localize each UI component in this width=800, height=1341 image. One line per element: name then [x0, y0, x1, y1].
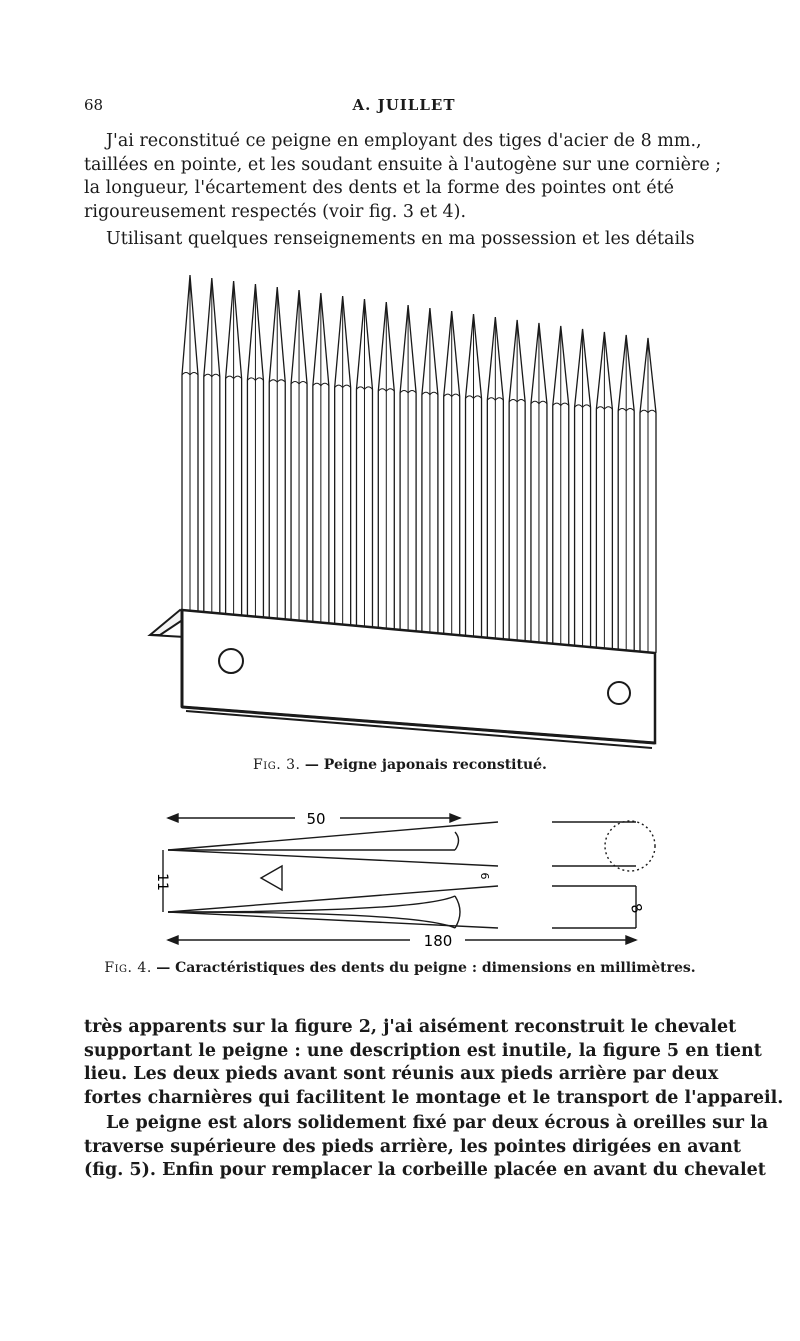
comb-tooth: [531, 323, 547, 643]
comb-tooth: [640, 338, 656, 653]
comb-tooth: [335, 296, 351, 626]
dimension-label-8: 8: [626, 901, 645, 916]
comb-tooth: [378, 302, 394, 630]
paragraph-3: [84, 1016, 784, 1110]
comb-tooth: [226, 281, 242, 617]
paragraph-2: [84, 228, 724, 252]
upper-tooth-edge: [168, 850, 498, 866]
arrowhead: [626, 936, 636, 944]
dimension-label-11: 11: [154, 873, 170, 891]
comb-tooth: [444, 311, 460, 636]
dimension-label-50: 50: [306, 810, 326, 828]
figure-4-caption-text: — Caractéristiques des dents du peigne : dimensions en millimètres.: [156, 960, 696, 976]
figure-4-label: Fig. 4.: [104, 960, 152, 976]
paragraph-line: traverse supérieure des pieds arrière, les pointes dirigées en avant: [84, 1136, 741, 1157]
lower-tooth-facet: [168, 896, 455, 912]
paragraph-line: très apparents sur la figure 2, j'ai aisément reconstruit le chevalet: [84, 1017, 737, 1037]
lower-tooth-facet: [455, 896, 460, 928]
tooth-cross-section: [261, 866, 282, 890]
arrowhead: [450, 814, 460, 822]
bolt-hole-left: [219, 649, 243, 673]
figure-4-caption: [0, 960, 800, 976]
page-number: 68: [84, 96, 104, 114]
comb-teeth: [182, 275, 656, 653]
paragraph-4: [84, 1112, 769, 1183]
comb-tooth: [422, 308, 438, 634]
arrowhead: [168, 936, 178, 944]
comb-tooth: [553, 326, 569, 645]
comb-tooth: [509, 320, 525, 642]
comb-tooth: [247, 284, 263, 619]
comb-tooth: [618, 335, 634, 651]
comb-tooth: [291, 290, 307, 623]
paragraph-line: fortes charnières qui facilitent le montage et le transport de l'appareil.: [84, 1087, 784, 1108]
paragraph-line: Utilisant quelques renseignements en ma possession et les détails: [106, 229, 695, 249]
comb-tooth: [269, 287, 285, 621]
running-head: A. JUILLET: [352, 96, 456, 114]
paragraph-line: supportant le peigne : une description est inutile, la figure 5 en tient: [84, 1040, 762, 1061]
bolt-hole-right: [608, 682, 630, 704]
figure-3-caption-text: — Peigne japonais reconstitué.: [304, 757, 547, 773]
paragraph-line: la longueur, l'écartement des dents et la forme des pointes ont été: [84, 178, 674, 198]
comb-tooth: [313, 293, 329, 624]
comb-tooth: [182, 275, 198, 613]
comb-tooth: [487, 317, 503, 640]
arrowhead: [168, 814, 178, 822]
figure-4: [0, 800, 800, 990]
comb-illustration: [0, 265, 800, 755]
paragraph-line: rigoureusement respectés (voir fig. 3 et 4).: [84, 201, 467, 222]
dimension-label-180: 180: [423, 932, 453, 950]
page-header: [84, 96, 724, 120]
figure-3: [0, 265, 800, 785]
comb-tooth: [596, 332, 612, 649]
paragraph-line: Le peigne est alors solidement fixé par deux écrous à oreilles sur la: [106, 1113, 769, 1133]
paragraph-line: J'ai reconstitué ce peigne en employant des tiges d'acier de 8 mm.,: [106, 131, 702, 151]
figure-3-caption: [0, 757, 800, 773]
upper-tooth-edge: [168, 822, 498, 850]
dimension-label-6: 6: [478, 872, 491, 880]
paragraph-1: [84, 130, 724, 224]
upper-tooth-facet: [455, 832, 459, 850]
comb-tooth: [356, 299, 372, 628]
comb-tooth: [204, 278, 220, 615]
tooth-circular-section: [605, 821, 655, 871]
tooth-dimension-drawing: [0, 800, 800, 955]
comb-tooth: [575, 329, 591, 647]
paragraph-line: taillées en pointe, et les soudant ensuite à l'autogène sur une cornière ;: [84, 154, 722, 175]
paragraph-line: (fig. 5). Enfin pour remplacer la corbeille placée en avant du chevalet: [84, 1160, 766, 1180]
comb-tooth: [400, 305, 416, 632]
paragraph-line: lieu. Les deux pieds avant sont réunis aux pieds arrière par deux: [84, 1064, 719, 1084]
figure-3-label: Fig. 3.: [253, 757, 301, 773]
comb-tooth: [466, 314, 482, 638]
